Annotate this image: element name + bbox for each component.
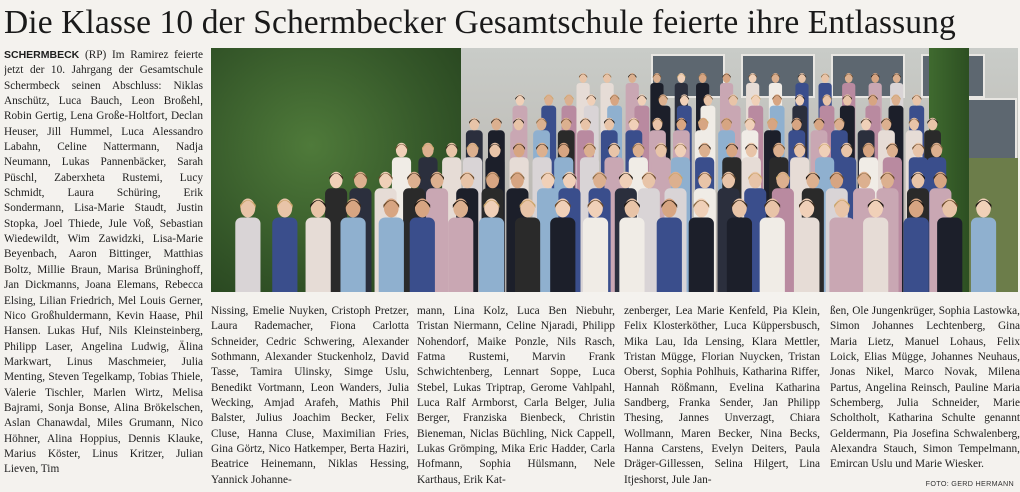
article-text-5: ßen, Ole Jungenkrüger, Sophia Lastowka, Simon Johannes Lechtenberg, Gina Maria Lietz, Manuel Lohaus, Felix Loick, Elias Mügge, Johannes Neuhaus, Jonas Nikel, Marco Novak, Milena Partus, Angelina Reinsch, Pauline Maria Schemberg, Julia Schneider, Marie Scholtholt, Katharina Schulte genannt Geldermann, Pia Josefina Schwalenberg, Alexandra Stauch, Simon Tempelmann, Emircan Uslu und Marie Wiesker. [830, 305, 1020, 471]
article-text-1: (RP) Im Ramirez feierte jetzt der 10. Jahrgang der Gesamtschule Schermbeck seinen Abschluss: Niklas Anschütz, Luca Bauch, Leon Broßehl, Robin Gertig, Lena Große-Holtfort, Declan Heuser, Jill Hummel, Luca Alessandro Labahn, Celine Nattermann, Nadja Neumann, Lukas Pannenbäcker, Sarah Püschl, Zaberxheta Rustemi, Lucy Schmidt, Laura Schüring, Erik Sondermann, Lisa-Marie Staudt, Justin Stopka, Joel Thiede, Jule Voß, Sebastian Wiedewildt, Wim Zawidzki, Lisa-Marie Beyenbach, Aaron Bittinger, Matthias Boltz, Millie Braun, Marisa Brüninghoff, Jan Dickmanns, Joana Elemans, Rebecca Elsing, Lilian Friedrich, Mel Louis Gerner, Nico Großhuldermann, Kevin Haase, Phil Hansen. Lukas Huf, Nils Kleinsteinberg, Philipp Laser, Angelina Ludwig, Älina Markwart, Linus Maschmeier, Julia Menting, Steven Tegelkamp, Tobias Thiele, Valerie Tischler, Marlen Wirtz, Melisa Bajrami, Sonja Bonse, Alina Brökelschen, Aslan Chanawdal, Miles Grumann, Nico Höhner, Alina Hoppius, Dennis Klauke, Marius Köster, Linus Kritzer, Julian Lieven, Tim [4, 49, 203, 476]
article-column-3 [417, 304, 615, 492]
article-text-3: mann, Lina Kolz, Luca Ben Niebuhr, Tristan Niermann, Celine Njaradi, Philipp Nohendorf, Maike Ponzle, Nils Rasch, Fatma Rustemi, Marvin Frank Schwichtenberg, Lennart Soppe, Luca Stebel, Lukas Triptrap, Gerome Vahlpahl, Luca Ralf Armborst, Carla Belger, Julia Berger, Franziska Bienbeck, Christin Bieneman, Niclas Büchling, Nick Cappell, Lukas Grömping, Mika Eric Hadder, Carla Hofmann, Sophia Hülsmann, Nele Karthaus, Erik Kat- [417, 305, 615, 486]
article-text-2: Nissing, Emelie Nuyken, Cristoph Pretzer, Laura Rademacher, Fiona Carlotta Schneider, Cedric Schwering, Alexander Sothmann, Alexander Stuckenholz, David Tasse, Tamira Ulinsky, Simge Uslu, Benedikt Vortmann, Leon Wanders, Julia Wecking, Amjad Arafeh, Mathis Phil Balster, Julius Joachim Becker, Felix Cluse, Hanna Cluse, Maximilian Fries, Gina Görtz, Nico Hatkemper, Berta Haziri, Beatrice Heinemann, Niklas Hessing, Yannick Johanne- [211, 305, 409, 486]
class-photo [211, 48, 1018, 292]
photo-credit: FOTO: GERD HERMANN [925, 479, 1014, 488]
article-column-5 [830, 304, 1020, 492]
graduates-group [211, 48, 1018, 292]
article-column-2 [211, 304, 409, 492]
dateline: SCHERMBECK [4, 49, 80, 61]
article-column-1 [4, 48, 203, 492]
article-text-4: zenberger, Lea Marie Kenfeld, Pia Klein, Felix Klosterköther, Luca Küppersbusch, Mika Lau, Ida Lensing, Klara Mettler, Tristan Mügge, Florian Nuycken, Tristan Oberst, Sophia Pohlhuis, Katharina Riffer, Hannah Rößmann, Evelina Katharina Sandberg, Franka Sender, Jan Philipp Thesing, Jannes Unverzagt, Chiara Wollmann, Maren Becker, Nina Becks, Hanna Carstens, Evelyn Deiters, Paula Dräger-Gillessen, Selina Hilgert, Lina Itjeshorst, Jule Jan- [624, 305, 820, 486]
article-column-4 [624, 304, 820, 492]
article-headline: Die Klasse 10 der Schermbecker Gesamtschule feierte ihre Entlassung [4, 4, 956, 41]
